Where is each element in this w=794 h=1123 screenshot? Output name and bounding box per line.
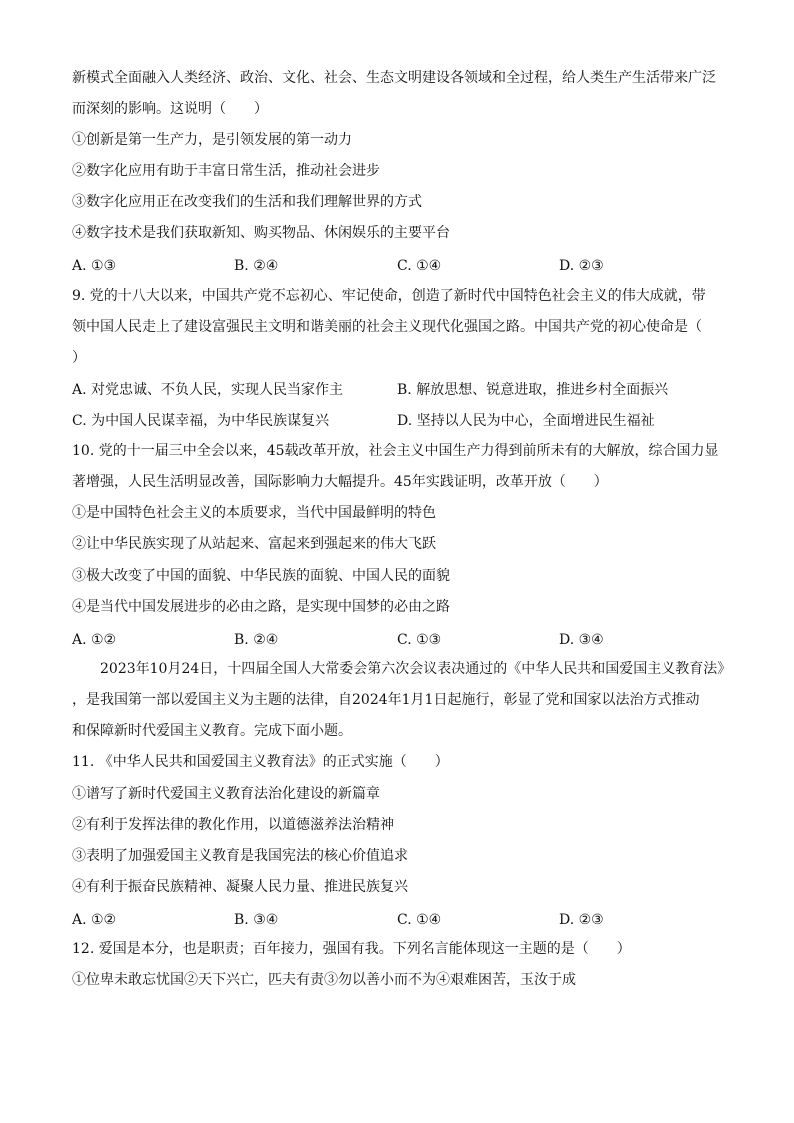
q10-option-b[interactable]: B. ②④ xyxy=(234,632,279,648)
q10-stem-line-1: 10. 党的十一届三中全会以来，45载改革开放，社会主义中国生产力得到前所未有的大解放，综合国力显 xyxy=(72,443,719,459)
q10-option-d[interactable]: D. ③④ xyxy=(559,632,604,648)
q11-stem: 11. 《中华人民共和国爱国主义教育法》的正式实施（ ） xyxy=(72,754,449,770)
q9-option-d[interactable]: D. 坚持以人民为中心，全面增进民生福祉 xyxy=(397,413,655,429)
intro-line-1: 新模式全面融入人类经济、政治、文化、社会、生态文明建设各领域和全过程，给人类生产生活带来广泛 xyxy=(72,70,716,86)
material-line-1: 2023年10月24日，十四届全国人大常委会第六次会议表决通过的《中华人民共和国爱国主义教育法》 xyxy=(100,661,732,677)
q9-option-a[interactable]: A. 对党忠诚、不负人民，实现人民当家作主 xyxy=(72,382,344,398)
q8-statement-2: ②数字化应用有助于丰富日常生活，推动社会进步 xyxy=(72,163,380,179)
q10-statement-3: ③极大改变了中国的面貌、中华民族的面貌、中国人民的面貌 xyxy=(72,568,450,584)
q8-option-c[interactable]: C. ①④ xyxy=(397,258,442,274)
q8-option-a[interactable]: A. ①③ xyxy=(72,258,117,274)
q8-option-b[interactable]: B. ②④ xyxy=(234,258,279,274)
q11-statement-2: ②有利于发挥法律的教化作用，以道德滋养法治精神 xyxy=(72,817,394,833)
q9-stem-line-3: ） xyxy=(72,350,86,366)
q10-option-a[interactable]: A. ①② xyxy=(72,632,117,648)
q8-statement-4: ④数字技术是我们获取新知、购买物品、休闲娱乐的主要平台 xyxy=(72,225,450,241)
q12-statements: ①位卑未敢忘忧国②天下兴亡，匹夫有责③勿以善小而不为④艰难困苦，玉汝于成 xyxy=(72,972,576,988)
q8-statement-3: ③数字化应用正在改变我们的生活和我们理解世界的方式 xyxy=(72,194,422,210)
q10-option-c[interactable]: C. ①③ xyxy=(397,632,442,648)
q11-option-b[interactable]: B. ③④ xyxy=(234,912,279,928)
q10-stem-line-2: 著增强，人民生活明显改善，国际影响力大幅提升。45年实践证明，改革开放（ ） xyxy=(72,474,608,490)
q8-option-d[interactable]: D. ②③ xyxy=(559,258,604,274)
q10-statement-4: ④是当代中国发展进步的必由之路，是实现中国梦的必由之路 xyxy=(72,599,450,615)
material-line-3: 和保障新时代爱国主义教育。完成下面小题。 xyxy=(72,723,352,739)
q11-option-c[interactable]: C. ①④ xyxy=(397,912,442,928)
q11-statement-4: ④有利于振奋民族精神、凝聚人民力量、推进民族复兴 xyxy=(72,879,408,895)
q10-statement-1: ①是中国特色社会主义的本质要求，当代中国最鲜明的特色 xyxy=(72,505,436,521)
q9-option-b[interactable]: B. 解放思想、锐意进取，推进乡村全面振兴 xyxy=(397,382,669,398)
material-line-2: ，是我国第一部以爱国主义为主题的法律，自2024年1月1日起施行，彰显了党和国家以法治方式推动 xyxy=(72,692,700,708)
q11-option-d[interactable]: D. ②③ xyxy=(559,912,604,928)
q9-option-c[interactable]: C. 为中国人民谋幸福，为中华民族谋复兴 xyxy=(72,413,330,429)
q11-option-a[interactable]: A. ①② xyxy=(72,912,117,928)
q10-statement-2: ②让中华民族实现了从站起来、富起来到强起来的伟大飞跃 xyxy=(72,536,436,552)
q8-statement-1: ①创新是第一生产力，是引领发展的第一动力 xyxy=(72,132,352,148)
q9-stem-line-2: 领中国人民走上了建设富强民主文明和谐美丽的社会主义现代化强国之路。中国共产党的初心使命是（ xyxy=(72,319,702,335)
q11-statement-3: ③表明了加强爱国主义教育是我国宪法的核心价值追求 xyxy=(72,848,408,864)
q11-statement-1: ①谱写了新时代爱国主义教育法治化建设的新篇章 xyxy=(72,786,380,802)
q9-stem-line-1: 9. 党的十八大以来，中国共产党不忘初心、牢记使命，创造了新时代中国特色社会主义的伟大成就，带 xyxy=(72,288,706,304)
q12-stem: 12. 爱国是本分，也是职责；百年接力，强国有我。下列名言能体现这一主题的是（ ） xyxy=(72,941,631,957)
intro-line-2: 而深刻的影响。这说明（ ） xyxy=(72,101,268,117)
